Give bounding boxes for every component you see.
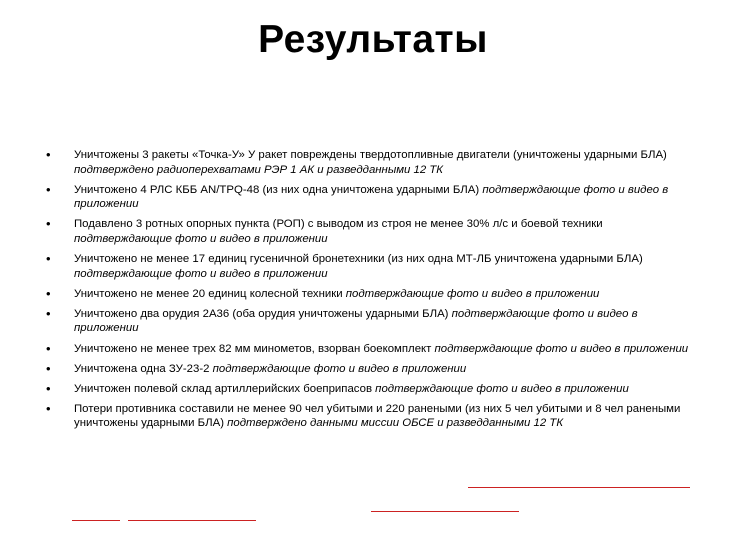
annotation-underline <box>468 487 690 488</box>
list-item-text: Уничтожен полевой склад артиллерийских боеприпасов <box>74 382 376 395</box>
list-item-text: Уничтожено не менее трех 82 мм минометов, взорван боекомплект <box>74 342 435 355</box>
list-item-text: Уничтожено не менее 20 единиц колесной техники <box>74 287 346 300</box>
list-item <box>42 148 702 177</box>
list-item <box>42 342 702 357</box>
annotation-underline <box>72 520 120 521</box>
list-item-emphasis: подтверждающие фото и видео в приложении <box>74 267 328 280</box>
list-item-text: Потери противника составили не менее 90 чел убитыми и 220 ранеными (из них 5 чел убитыми и 8 чел ранеными уничтожены ударными БЛА) <box>74 402 681 430</box>
list-item <box>42 402 702 431</box>
list-item-emphasis: подтверждающие фото и видео в приложении <box>212 362 467 375</box>
list-item-emphasis: подтверждающие фото и видео в приложении <box>434 342 689 355</box>
list-item <box>42 252 702 281</box>
page-title: Результаты <box>258 18 488 61</box>
list-item-text: Уничтожена одна ЗУ-23-2 <box>74 362 213 375</box>
list-item <box>42 183 702 212</box>
annotation-underline <box>128 520 256 521</box>
list-item <box>42 287 702 302</box>
list-item-emphasis: подтверждающие фото и видео в приложении <box>74 307 638 335</box>
list-item-text: Подавлено 3 ротных опорных пункта (РОП) с выводом из строя не менее 30% л/с и боевой техники <box>74 218 603 231</box>
list-item-text: Уничтожено 4 РЛС КББ AN/TPQ-48 (из них одна уничтожена ударными БЛА) <box>74 183 483 196</box>
list-item <box>42 217 702 246</box>
list-item <box>42 382 702 397</box>
list-item-emphasis: подтверждающие фото и видео в приложении <box>375 382 629 395</box>
list-item-text: Уничтожено два орудия 2А36 (оба орудия уничтожены ударными БЛА) <box>74 307 452 320</box>
list-item-text: Уничтожены 3 ракеты «Точка-У» У ракет повреждены твердотопливные двигатели (уничтожены ударными БЛА) <box>74 149 667 161</box>
bullet-list <box>42 148 702 437</box>
list-item <box>42 307 702 336</box>
list-item-emphasis: подтверждающие фото и видео в приложении <box>345 287 600 300</box>
list-item-text: Уничтожено не менее 17 единиц гусеничной бронетехники (из них одна МТ-ЛБ уничтожена ударными БЛА) <box>74 253 643 266</box>
list-item <box>42 362 702 377</box>
list-item-emphasis: подтверждено данными миссии ОБСЕ и разведданными 12 ТК <box>227 417 564 430</box>
annotation-underline <box>371 511 519 512</box>
list-item-emphasis: подтверждающие фото и видео в приложении <box>74 183 669 211</box>
list-item-emphasis: подтверждающие фото и видео в приложении <box>74 232 328 245</box>
list-item-emphasis: подтверждено радиоперехватами РЭР 1 АК и разведданными 12 ТК <box>74 163 444 176</box>
